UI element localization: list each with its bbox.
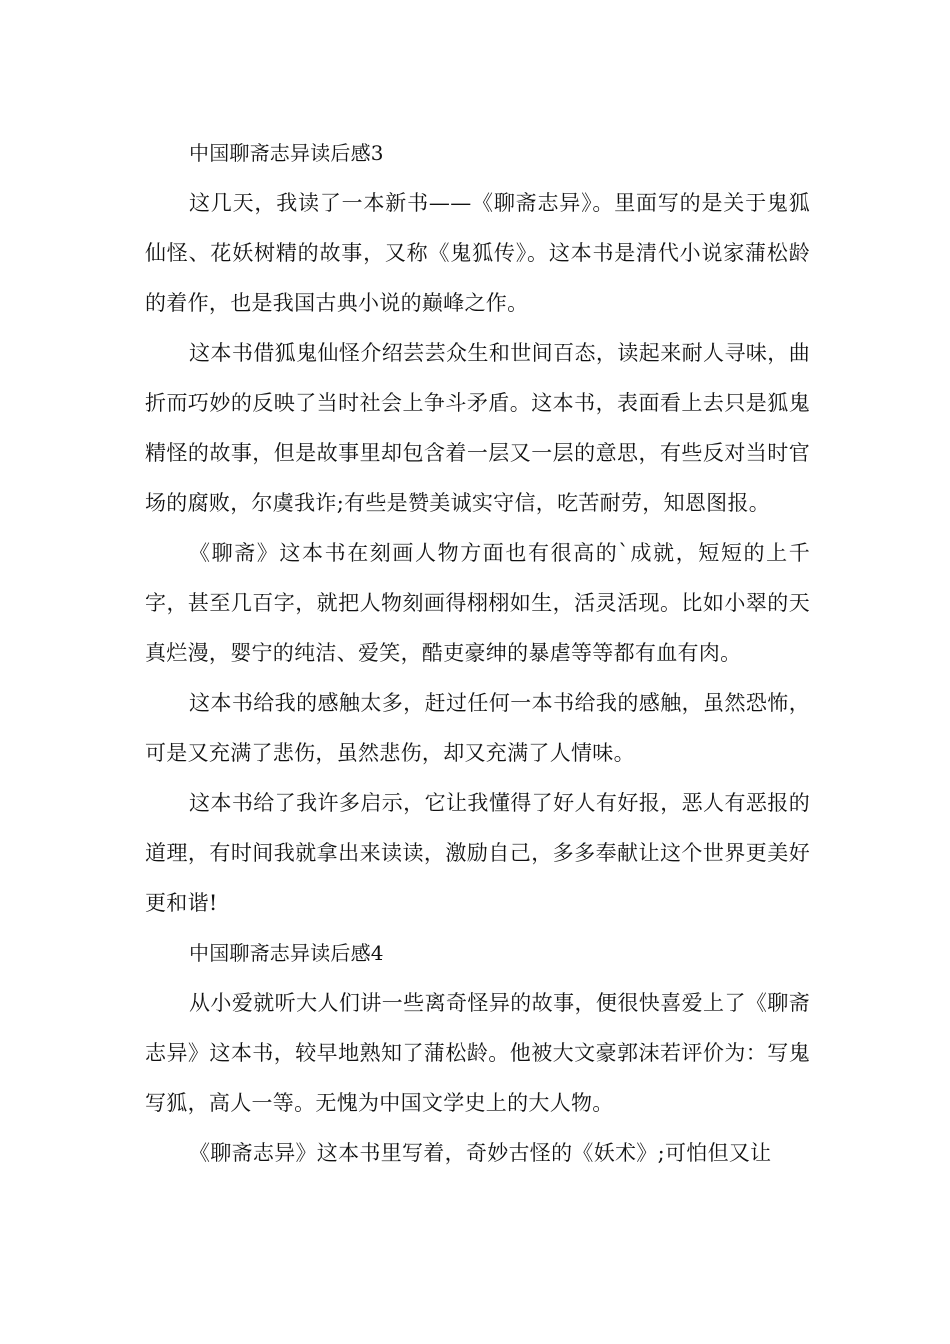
paragraph: 这本书借狐鬼仙怪介绍芸芸众生和世间百态，读起来耐人寻味，曲折而巧妙的反映了当时社会上争斗矛盾。这本书，表面看上去只是狐鬼精怪的故事，但是故事里却包含着一层又一层的意思，有些反对当时官场的腐败，尔虞我诈;有些是赞美诚实守信，吃苦耐劳，知恩图报。 <box>145 341 810 515</box>
paragraph: 《聊斋志异》这本书里写着，奇妙古怪的《妖术》;可怕但又让 <box>189 1141 772 1165</box>
paragraph: 这几天，我读了一本新书——《聊斋志异》。里面写的是关于鬼狐仙怪、花妖树精的故事，又称《鬼狐传》。这本书是清代小说家蒲松龄的着作，也是我国古典小说的巅峰之作。 <box>145 191 810 315</box>
paragraph: 《聊斋》这本书在刻画人物方面也有很高的`成就，短短的上千字，甚至几百字，就把人物刻画得栩栩如生，活灵活现。比如小翠的天真烂漫，婴宁的纯洁、爱笑，酷吏豪绅的暴虐等等都有血有肉。 <box>145 541 810 665</box>
paragraph: 从小爱就听大人们讲一些离奇怪异的故事，便很快喜爱上了《聊斋志异》这本书，较早地熟知了蒲松龄。他被大文豪郭沫若评价为：写鬼写狐，高人一等。无愧为中国文学史上的大人物。 <box>145 991 810 1115</box>
paragraph: 这本书给我的感触太多，赶过任何一本书给我的感触，虽然恐怖，可是又充满了悲伤，虽然悲伤，却又充满了人情味。 <box>145 691 810 765</box>
paragraph: 这本书给了我许多启示，它让我懂得了好人有好报，恶人有恶报的道理，有时间我就拿出来读读，激励自己，多多奉献让这个世界更美好更和谐! <box>145 791 810 915</box>
document-body <box>145 128 810 1178</box>
section-heading-4: 中国聊斋志异读后感4 <box>189 941 384 965</box>
section-heading-3: 中国聊斋志异读后感3 <box>189 141 384 165</box>
